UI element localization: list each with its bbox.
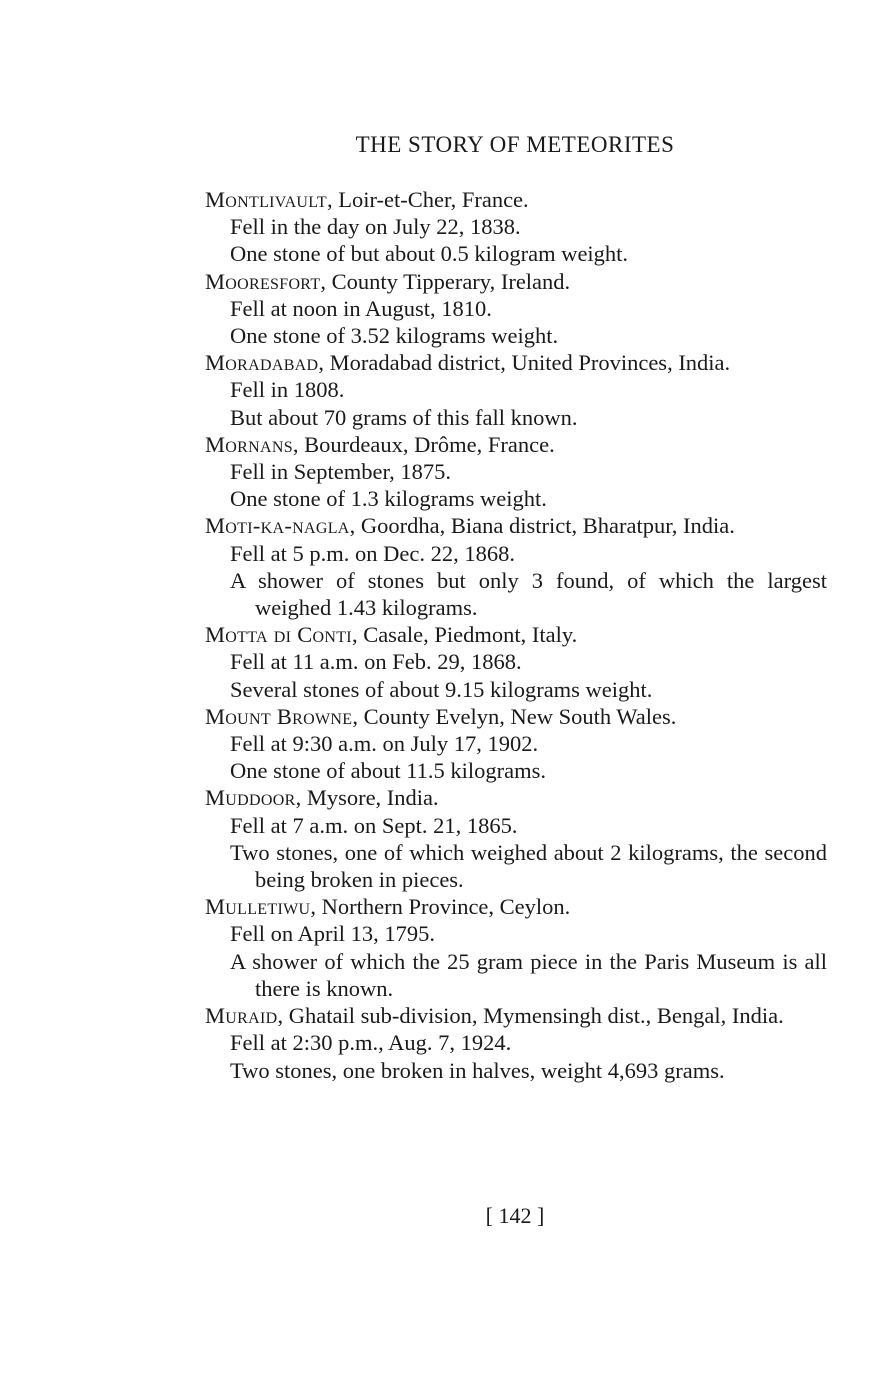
fall-description: Two stones, one broken in halves, weight 4,693 grams. (230, 1057, 725, 1083)
meteorite-name: Muddoor (205, 785, 296, 811)
fall-date: Fell in 1808. (230, 377, 345, 403)
meteorite-name: Mulletiwu (205, 894, 311, 920)
meteorite-entry (205, 784, 827, 893)
meteorite-name: Moti-ka-nagla (205, 513, 350, 539)
fall-description: But about 70 grams of this fall known. (230, 404, 578, 430)
meteorite-entry (205, 621, 827, 703)
meteorite-location: , Casale, Piedmont, Italy. (351, 622, 578, 648)
meteorite-location: , Moradabad district, United Provinces, India. (318, 350, 731, 376)
meteorite-name: Moradabad (205, 350, 319, 376)
meteorite-entry (205, 431, 827, 513)
meteorite-location: , Mysore, India. (295, 785, 439, 811)
fall-date: Fell on April 13, 1795. (230, 921, 436, 947)
meteorite-location: , County Evelyn, New South Wales. (352, 703, 677, 729)
fall-date: Fell at 11 a.m. on Feb. 29, 1868. (230, 649, 522, 675)
fall-description: Two stones, one of which weighed about 2 kilograms, the second being broken in pieces. (230, 839, 827, 893)
meteorite-name: Mooresfort (205, 268, 321, 294)
fall-description: One stone of 3.52 kilograms weight. (230, 323, 559, 349)
meteorite-name: Muraid (205, 1003, 278, 1029)
meteorite-name: Montlivault (205, 187, 327, 212)
running-head: THE STORY OF METEORITES (355, 132, 675, 157)
fall-description: One stone of about 11.5 kilograms. (230, 758, 546, 784)
meteorite-entry (205, 349, 827, 431)
fall-date: Fell at 9:30 a.m. on July 17, 1902. (230, 731, 539, 757)
page-number: [ 142 ] (485, 1203, 545, 1228)
fall-date: Fell at 2:30 p.m., Aug. 7, 1924. (230, 1030, 512, 1056)
meteorite-name: Mount Browne (205, 703, 353, 729)
fall-date: Fell at 7 a.m. on Sept. 21, 1865. (230, 812, 518, 838)
fall-date: Fell at 5 p.m. on Dec. 22, 1868. (230, 540, 515, 566)
meteorite-name: Motta di Conti (205, 622, 352, 648)
meteorite-entry (205, 268, 827, 350)
fall-description: A shower of which the 25 gram piece in the Paris Museum is all there is known. (230, 948, 827, 1001)
meteorite-name: Mornans (205, 431, 293, 457)
meteorite-location: , Northern Province, Ceylon. (310, 894, 571, 920)
meteorite-location: , Loir-et-Cher, France. (326, 187, 529, 212)
meteorite-entry-list (205, 186, 827, 1084)
meteorite-location: , Bourdeaux, Drôme, France. (292, 431, 555, 457)
meteorite-location: , County Tipperary, Ireland. (320, 268, 571, 294)
fall-date: Fell in September, 1875. (230, 459, 451, 485)
meteorite-entry (205, 512, 827, 621)
fall-description: Several stones of about 9.15 kilograms weight. (230, 676, 653, 702)
meteorite-entry (205, 186, 827, 268)
meteorite-entry (205, 1002, 827, 1084)
fall-description: One stone of 1.3 kilograms weight. (230, 486, 547, 512)
fall-date: Fell at noon in August, 1810. (230, 295, 492, 321)
meteorite-entry (205, 703, 827, 785)
fall-description: One stone of but about 0.5 kilogram weight. (230, 241, 629, 267)
meteorite-location: , Ghatail sub-division, Mymensingh dist., Bengal, India. (277, 1003, 784, 1029)
fall-date: Fell in the day on July 22, 1838. (230, 214, 521, 240)
fall-description: A shower of stones but only 3 found, of which the largest weighed 1.43 kilograms. (230, 567, 827, 621)
meteorite-location: , Goordha, Biana district, Bharatpur, India. (349, 513, 735, 539)
meteorite-entry (205, 893, 827, 1002)
